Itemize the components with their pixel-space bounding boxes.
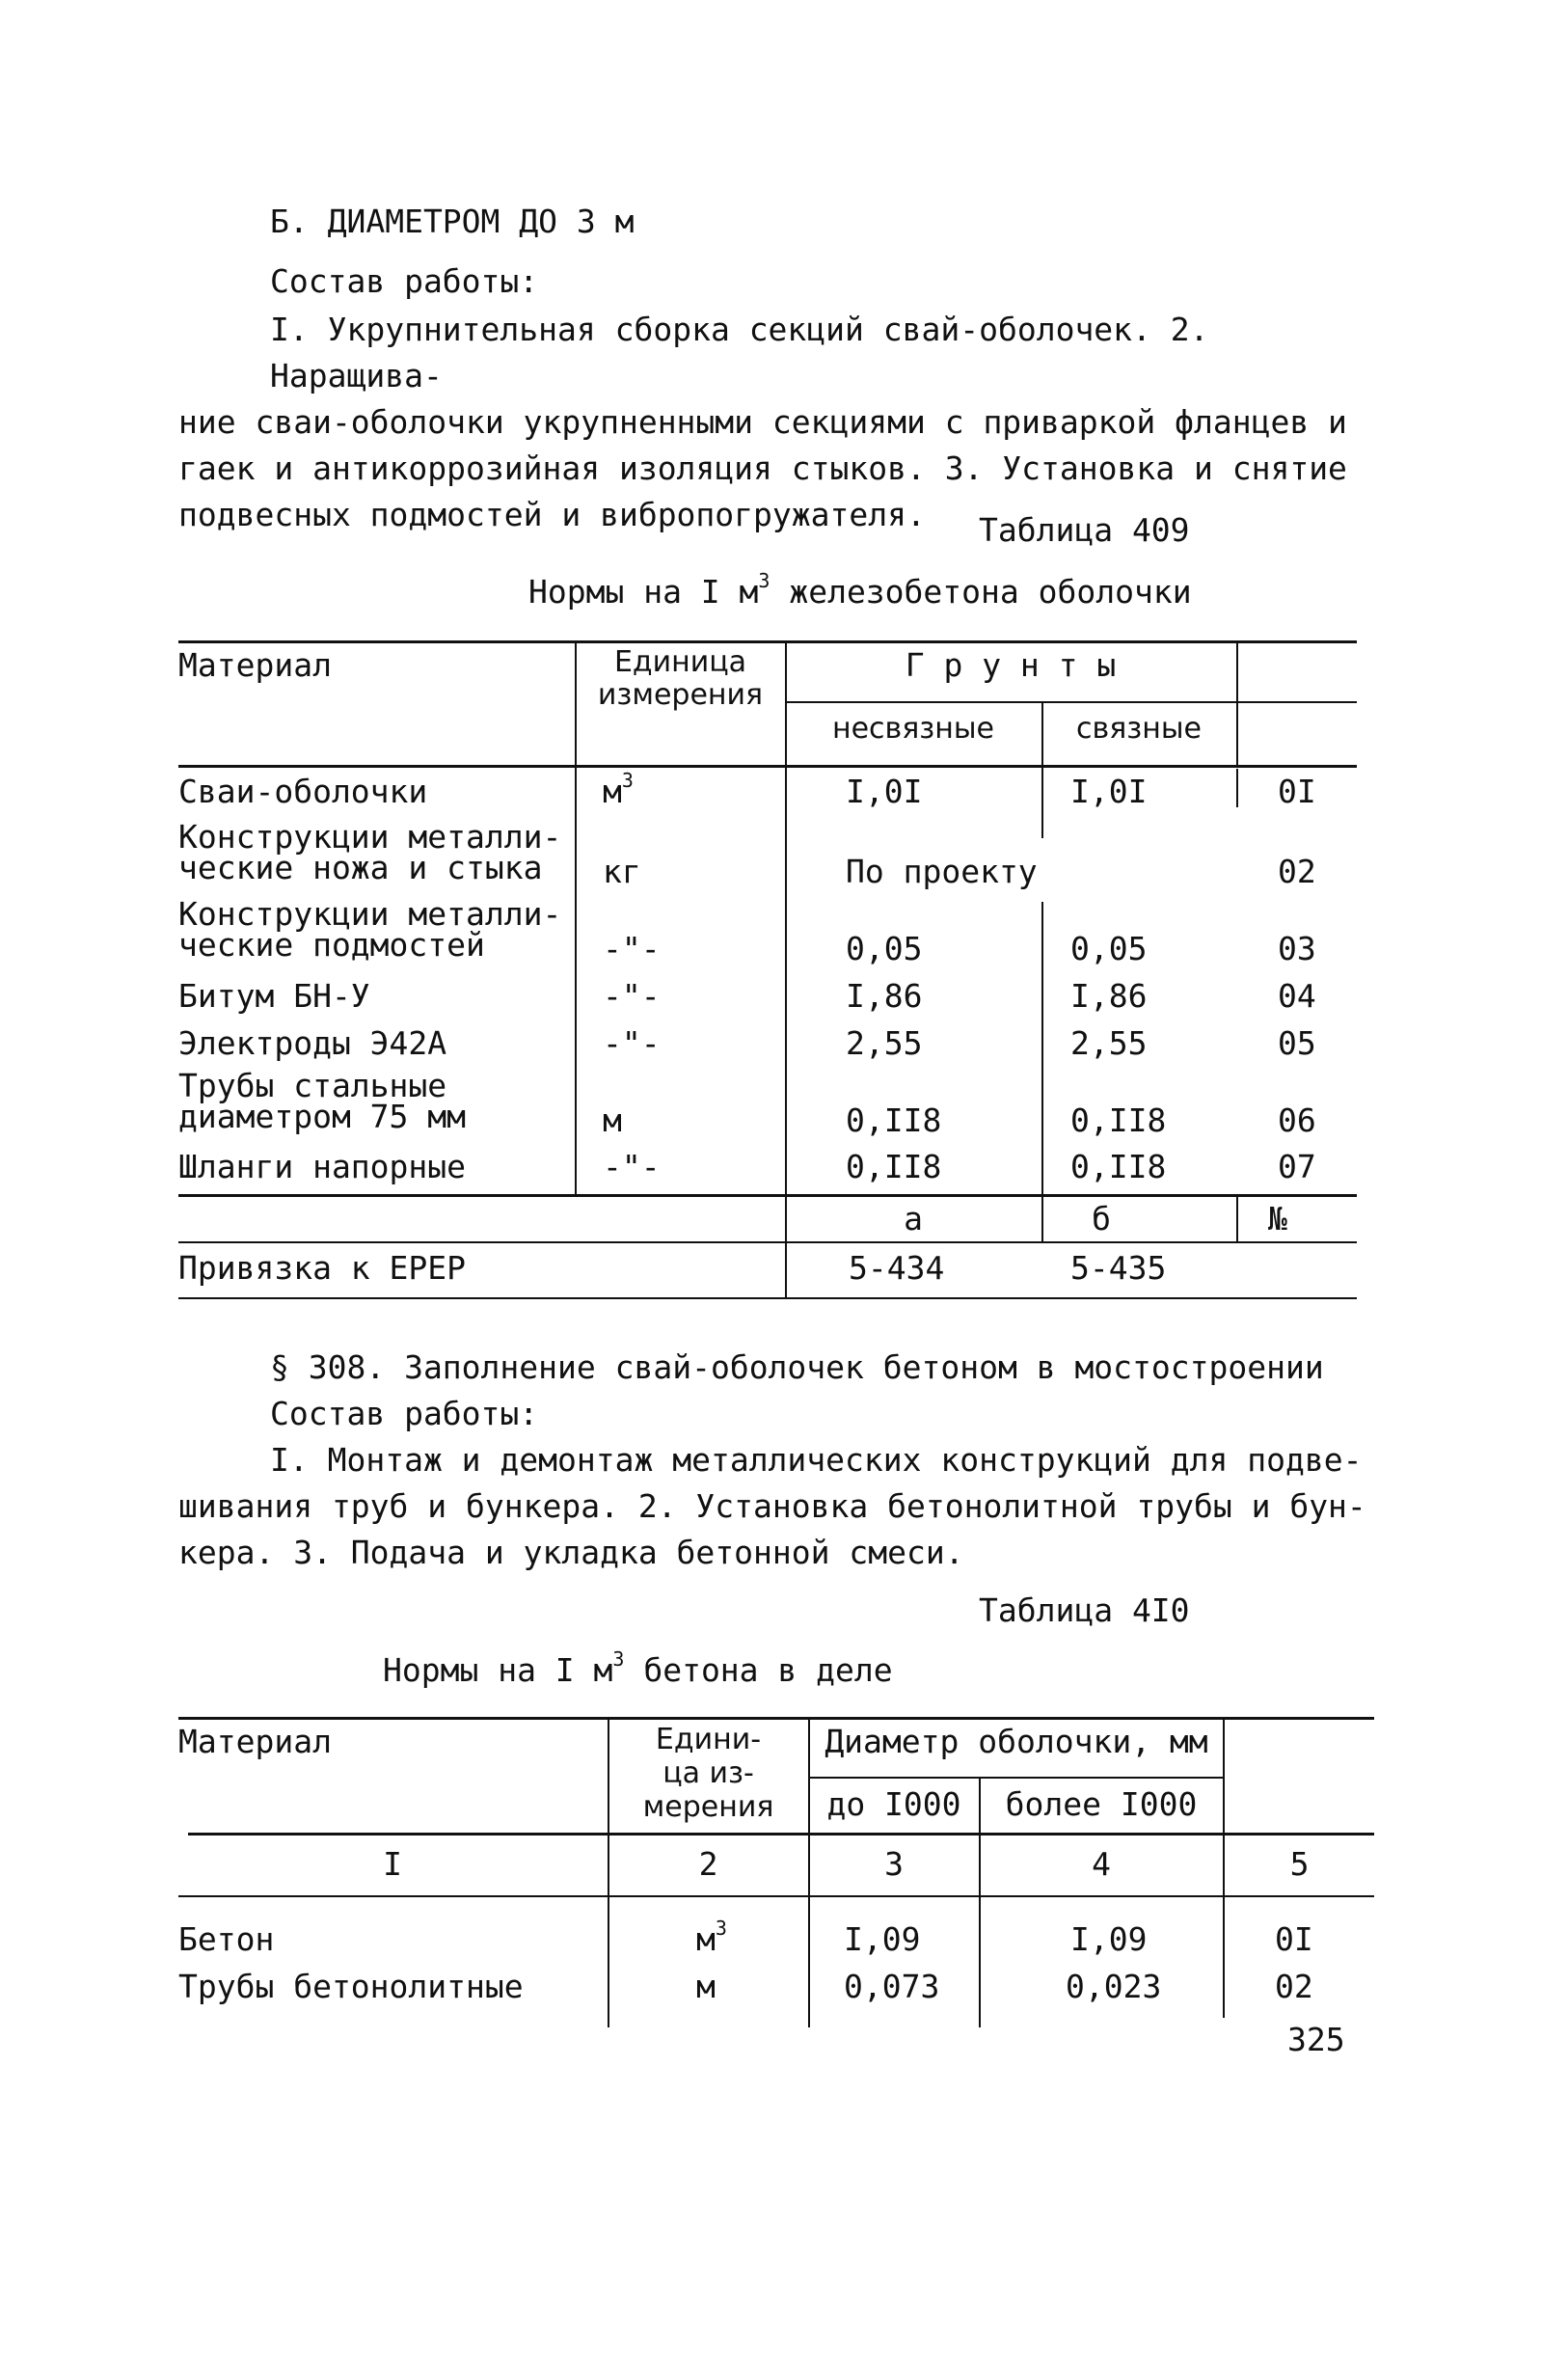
section-heading: § 308. Заполнение свай-оболочек бетоном в мостостроении <box>270 1348 1324 1386</box>
work-line: шивания труб и бункера. 2. Установка бетонолитной трубы и бун- <box>178 1487 1366 1525</box>
row-code: 02 <box>1275 1968 1313 2005</box>
column-header-unit: Единица измерения <box>597 645 764 712</box>
row-value-b: I,09 <box>1070 1920 1148 1958</box>
row-code: 03 <box>1278 930 1316 967</box>
column-group-header: Г р у н т ы <box>905 646 1117 684</box>
binding-label: Привязка к ЕРЕР <box>178 1249 467 1287</box>
table-410-number: Таблица 4I0 <box>979 1591 1190 1629</box>
column-number: I <box>383 1845 402 1883</box>
work-line: подвесных подмостей и вибропогружателя. <box>178 496 926 533</box>
binding-value-a: 5-434 <box>849 1249 945 1287</box>
table-divider <box>1041 902 1043 1241</box>
row-value-b: 2,55 <box>1070 1024 1148 1062</box>
row-code: 06 <box>1278 1101 1316 1139</box>
table-rule <box>178 1717 1374 1720</box>
table-divider <box>808 1897 810 2027</box>
table-rule <box>178 1895 1374 1897</box>
row-value-a: 0,05 <box>846 930 923 967</box>
row-code: 05 <box>1278 1024 1316 1062</box>
row-unit: -"- <box>603 977 661 1015</box>
table-410-caption: Нормы на I $м^3$ бетона в деле <box>383 1647 893 1689</box>
row-code: 0I <box>1275 1920 1313 1958</box>
footer-label-b: б <box>1092 1200 1111 1237</box>
column-number: 5 <box>1289 1845 1310 1883</box>
table-409-caption: Нормы на I $м^3$ железобетона оболочки <box>528 569 1192 611</box>
column-number: 3 <box>884 1845 904 1883</box>
work-description <box>178 307 1393 538</box>
work-composition-label: Состав работы: <box>270 262 539 300</box>
row-material: Битум БН-У <box>178 977 370 1015</box>
row-unit: кг <box>603 853 641 890</box>
table-divider <box>1223 1719 1225 1833</box>
row-value-a: 0,II8 <box>846 1101 942 1139</box>
row-unit: -"- <box>603 1024 661 1062</box>
table-divider <box>575 642 577 1194</box>
row-code: 07 <box>1278 1148 1316 1185</box>
column-header-material: Материал <box>178 1723 332 1760</box>
row-value-a: По проекту <box>846 853 1038 890</box>
section-heading: Б. ДИАМЕТРОМ ДО 3 м <box>270 203 635 240</box>
row-value-b: 0,II8 <box>1070 1101 1167 1139</box>
row-material: Сваи-оболочки <box>178 773 428 810</box>
table-rule <box>178 640 1357 643</box>
table-divider <box>608 1897 609 2027</box>
row-value-a: I,09 <box>844 1920 921 1958</box>
table-rule <box>178 1241 1357 1243</box>
row-material: Трубы стальные диаметром 75 мм <box>178 1067 467 1135</box>
row-code: 0I <box>1278 773 1316 810</box>
row-material: Трубы бетонолитные <box>178 1968 524 2005</box>
work-description <box>178 1437 1393 1576</box>
row-value-a: I,86 <box>846 977 923 1015</box>
column-header-noncohesive: несвязные <box>831 712 994 746</box>
row-value-a: 2,55 <box>846 1024 923 1062</box>
column-number: 4 <box>1092 1845 1111 1883</box>
column-header-cohesive: связные <box>1076 712 1202 746</box>
table-rule <box>188 1833 1374 1836</box>
row-value-a: I,0I <box>846 773 923 810</box>
work-line: ние сваи-оболочки укрупненными секциями с приваркой фланцев и <box>178 403 1347 441</box>
row-value-b: 0,05 <box>1070 930 1148 967</box>
table-rule <box>178 1297 1357 1299</box>
column-number: 2 <box>698 1845 718 1883</box>
row-unit: м <box>696 1968 716 2005</box>
work-line: I. Укрупнительная сборка секций свай-оболочек. 2. Наращива- <box>270 311 1209 394</box>
row-unit: м <box>603 1101 622 1139</box>
table-divider <box>1236 769 1238 807</box>
work-line: гаек и антикоррозийная изоляция стыков. 3. Установка и снятие <box>178 449 1347 487</box>
row-value-b: I,86 <box>1070 977 1148 1015</box>
work-composition-label: Состав работы: <box>270 1395 539 1432</box>
work-line: I. Монтаж и демонтаж металлических конструкций для подве- <box>270 1441 1363 1479</box>
row-material: Конструкции металли- ческие ножа и стыка <box>178 818 562 886</box>
column-header-over-1000: более I000 <box>1005 1785 1198 1823</box>
column-header-up-to-1000: до I000 <box>826 1785 961 1823</box>
row-unit: -"- <box>603 1148 661 1185</box>
row-material: Бетон <box>178 1920 275 1958</box>
row-material: Конструкции металли- ческие подмостей <box>178 895 562 964</box>
row-material: Шланги напорные <box>178 1148 467 1185</box>
column-header-material: Материал <box>178 646 332 684</box>
column-header-unit: Едини- ца из- мерения <box>642 1723 774 1824</box>
row-code: 04 <box>1278 977 1316 1015</box>
table-409-number: Таблица 409 <box>979 511 1190 549</box>
row-value-b: I,0I <box>1070 773 1148 810</box>
row-material: Электроды Э42А <box>178 1024 447 1062</box>
table-divider <box>1236 1196 1238 1241</box>
row-value-b: 0,023 <box>1066 1968 1162 2005</box>
table-rule <box>785 701 1357 703</box>
column-group-header: Диаметр оболочки, мм <box>825 1723 1208 1760</box>
page-number: 325 <box>1287 2021 1345 2058</box>
table-rule <box>178 765 1357 768</box>
row-unit: $м^3$ <box>696 1917 727 1958</box>
row-unit: $м^3$ <box>603 769 634 810</box>
row-value-a: 0,073 <box>844 1968 940 2005</box>
binding-value-b: 5-435 <box>1070 1249 1167 1287</box>
footer-label-a: а <box>904 1200 923 1237</box>
row-code: 02 <box>1278 853 1316 890</box>
table-rule <box>810 1777 1223 1779</box>
row-value-b: 0,II8 <box>1070 1148 1167 1185</box>
table-divider <box>1223 1897 1225 2018</box>
table-divider <box>1236 642 1238 768</box>
row-unit: -"- <box>603 930 661 967</box>
footer-label-number: № <box>1268 1200 1287 1237</box>
work-line: кера. 3. Подача и укладка бетонной смеси. <box>178 1534 964 1571</box>
table-rule <box>178 1194 1357 1197</box>
table-divider <box>979 1897 981 2027</box>
row-value-a: 0,II8 <box>846 1148 942 1185</box>
